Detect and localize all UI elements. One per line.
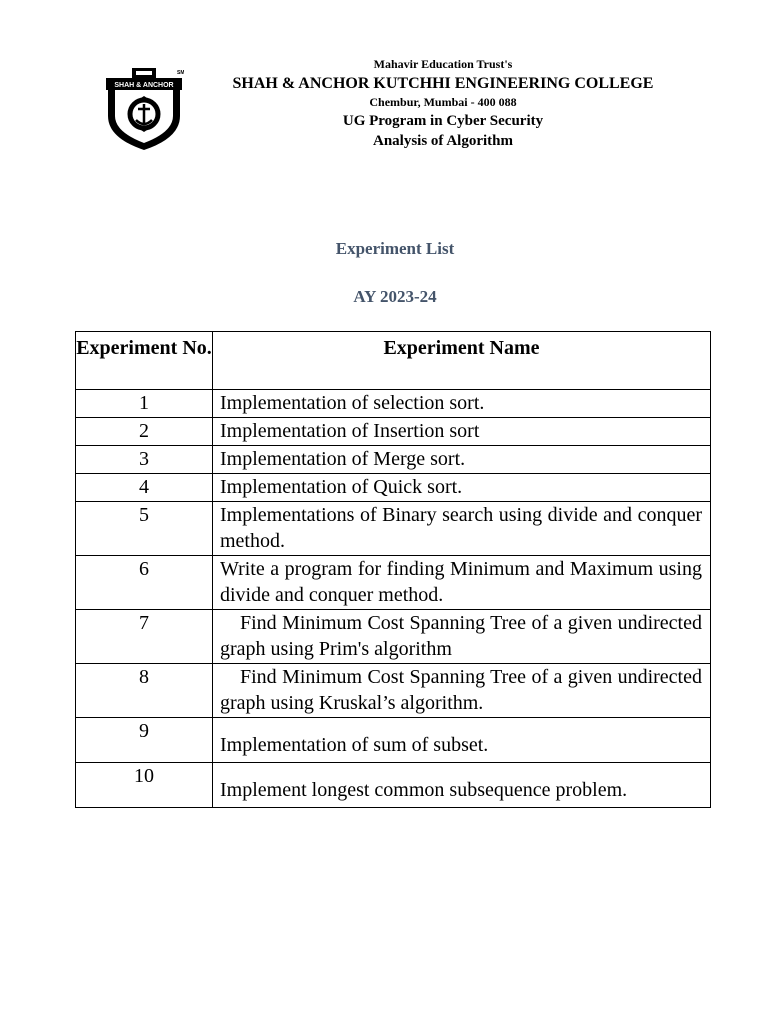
experiment-name: Implementation of sum of subset. xyxy=(213,718,711,763)
college-name: SHAH & ANCHOR KUTCHHI ENGINEERING COLLEGE xyxy=(232,75,654,92)
experiment-no: 7 xyxy=(76,610,213,664)
experiment-no: 1 xyxy=(76,390,213,418)
experiment-name: Implementation of selection sort. xyxy=(213,390,711,418)
table-row xyxy=(76,446,711,474)
table-row xyxy=(76,502,711,556)
experiment-name: Implementation of Quick sort. xyxy=(213,474,711,502)
table-row xyxy=(76,763,711,808)
experiment-table xyxy=(75,331,711,808)
experiment-no: 4 xyxy=(76,474,213,502)
program-name: UG Program in Cyber Security xyxy=(342,113,544,129)
experiment-name: Implementation of Insertion sort xyxy=(213,418,711,446)
subject-name: Analysis of Algorithm xyxy=(372,133,513,149)
experiment-name xyxy=(213,664,711,718)
experiment-name: Implementations of Binary search using divide and conquer method. xyxy=(213,502,711,556)
table-row xyxy=(76,664,711,718)
experiment-no: 9 xyxy=(76,718,213,763)
table-row xyxy=(76,556,711,610)
experiment-no: 10 xyxy=(76,763,213,808)
experiment-no: 5 xyxy=(76,502,213,556)
experiment-name: Implementation of Merge sort. xyxy=(213,446,711,474)
experiment-name xyxy=(213,610,711,664)
col-header-no: Experiment No. xyxy=(76,332,213,390)
experiment-no: 2 xyxy=(76,418,213,446)
trust-name: Mahavir Education Trust's xyxy=(373,57,513,71)
college-address: Chembur, Mumbai - 400 088 xyxy=(369,95,517,109)
page-title: Experiment List xyxy=(335,239,455,258)
table-row xyxy=(76,474,711,502)
experiment-name: Implement longest common subsequence problem. xyxy=(213,763,711,808)
experiment-no: 3 xyxy=(76,446,213,474)
logo-mark: SM xyxy=(177,70,184,76)
experiment-no: 6 xyxy=(76,556,213,610)
experiment-name-text: Find Minimum Cost Spanning Tree of a given undirected graph using Prim's algorithm xyxy=(220,612,702,660)
academic-year: AY 2023-24 xyxy=(353,287,437,306)
experiment-name: Write a program for finding Minimum and Maximum using divide and conquer method. xyxy=(213,556,711,610)
table-row xyxy=(76,610,711,664)
experiment-no: 8 xyxy=(76,664,213,718)
table-row xyxy=(76,718,711,763)
table-header-row xyxy=(76,332,711,390)
logo-text: SHAH & ANCHOR xyxy=(114,82,174,89)
col-header-name: Experiment Name xyxy=(213,332,711,390)
college-logo xyxy=(104,64,184,152)
experiment-name-text: Find Minimum Cost Spanning Tree of a given undirected graph using Kruskal’s algorithm. xyxy=(220,666,702,714)
table-row xyxy=(76,390,711,418)
table-row xyxy=(76,418,711,446)
